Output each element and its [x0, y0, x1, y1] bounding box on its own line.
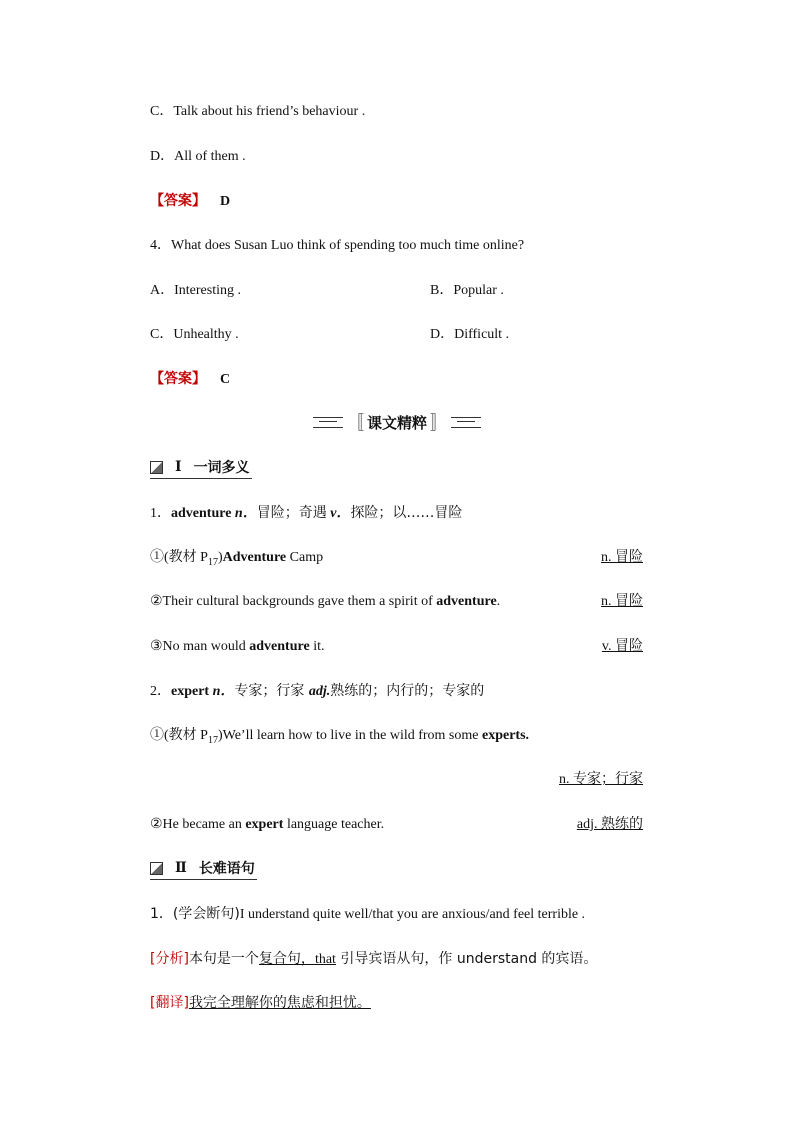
answer-value: C [220, 372, 231, 387]
example-text: language teacher. [283, 817, 385, 832]
analysis-line [150, 949, 597, 970]
translation-text: 我完全理解你的焦虑和担忧。 [188, 995, 371, 1011]
keyword: Adventure [222, 550, 287, 565]
q4-option-c: C．Unhealthy . [150, 327, 239, 342]
headword: adventure [171, 506, 232, 521]
analysis-underlined: 复合句， [258, 951, 315, 967]
section-heading-1 [150, 456, 252, 479]
example-text: . [496, 594, 501, 609]
sentence-prefix: 1．(学会断句) [150, 906, 240, 922]
section-title: 长难语句 [198, 861, 255, 877]
source-prefix: ①(教材 P [150, 728, 208, 743]
item-number: 1． [150, 506, 171, 521]
adventure-example-3-answer: v. 冒险 [601, 639, 643, 654]
section-banner [312, 410, 482, 434]
analysis-tag: [分析] [150, 951, 189, 967]
meaning: 专家；行家 [234, 683, 309, 699]
expert-example-2-answer: adj. 熟练的 [576, 817, 643, 832]
banner-right-bracket: 〛 [430, 413, 448, 434]
q3-option-c: C．Talk about his friend’s behaviour . [150, 104, 366, 119]
translation-tag: [翻译] [150, 995, 189, 1011]
meaning: 探险；以……冒险 [350, 505, 463, 521]
q4-option-b: B．Popular . [430, 283, 504, 298]
expert-example-2 [150, 815, 384, 835]
analysis-text: 引导宾语从句，作 understand 的宾语。 [335, 951, 598, 967]
answer-label: 【答案】 [150, 371, 206, 387]
page-subscript: 17 [207, 556, 218, 568]
keyword: experts. [481, 728, 530, 743]
part-of-speech: n． [234, 506, 257, 521]
example-text: it. [309, 639, 325, 654]
part-of-speech: adj. [308, 684, 331, 699]
keyword: adventure [249, 639, 310, 654]
banner-right-decoration [451, 417, 481, 428]
vocab-expert-head [150, 681, 484, 702]
item-number: 2． [150, 684, 171, 699]
example-text: ③No man would [150, 639, 250, 654]
section-heading-2 [150, 857, 257, 880]
section-title: 一词多义 [193, 460, 250, 476]
q4-answer [150, 369, 230, 390]
translation-line [150, 993, 371, 1014]
banner-left-bracket: 〚 [345, 413, 364, 434]
source-close: ) [217, 550, 223, 565]
meaning: 冒险；奇遇 [256, 505, 327, 521]
section-number: Ⅱ [175, 860, 187, 876]
adventure-example-1-answer: n. 冒险 [601, 550, 643, 565]
answer-label: 【答案】 [150, 193, 206, 209]
q3-answer [150, 191, 230, 212]
expert-example-1 [150, 726, 529, 751]
example-text: ②He became an [150, 817, 246, 832]
section-square-icon [150, 461, 163, 474]
analysis-underlined: that [314, 952, 336, 967]
keyword: adventure [436, 594, 497, 609]
vocab-adventure-head [150, 503, 462, 524]
q4-question: 4．What does Susan Luo think of spending too much time online? [150, 238, 525, 253]
long-sentence-1 [150, 904, 585, 925]
source-prefix: ①(教材 P [150, 550, 208, 565]
page-subscript: 17 [207, 734, 218, 746]
example-text: ②Their cultural backgrounds gave them a spirit of [150, 594, 437, 609]
adventure-example-2 [150, 592, 500, 612]
section-square-icon [150, 862, 163, 875]
banner-title: 课文精粹 [366, 413, 427, 432]
adventure-example-1 [150, 548, 323, 573]
part-of-speech: v． [330, 506, 351, 521]
adventure-example-2-answer: n. 冒险 [601, 594, 643, 609]
analysis-text: 本句是一个 [188, 951, 259, 967]
q3-option-d: D．All of them . [150, 149, 246, 164]
answer-value: D [220, 194, 231, 209]
banner-left-decoration [313, 417, 343, 428]
keyword: expert [245, 817, 284, 832]
part-of-speech: n． [212, 684, 235, 699]
example-text: Camp [286, 550, 324, 565]
q4-option-d: D．Difficult . [430, 327, 510, 342]
section-number: Ⅰ [175, 459, 182, 475]
headword: expert [171, 684, 210, 699]
q4-option-a: A．Interesting . [150, 283, 241, 298]
expert-example-1-answer: n. 专家；行家 [559, 772, 643, 787]
example-text: )We’ll learn how to live in the wild from some [217, 728, 482, 743]
sentence-text: I understand quite well/that you are anxious/and feel terrible . [239, 907, 586, 922]
meaning: 熟练的；内行的；专家的 [330, 683, 485, 699]
adventure-example-3 [150, 637, 324, 657]
